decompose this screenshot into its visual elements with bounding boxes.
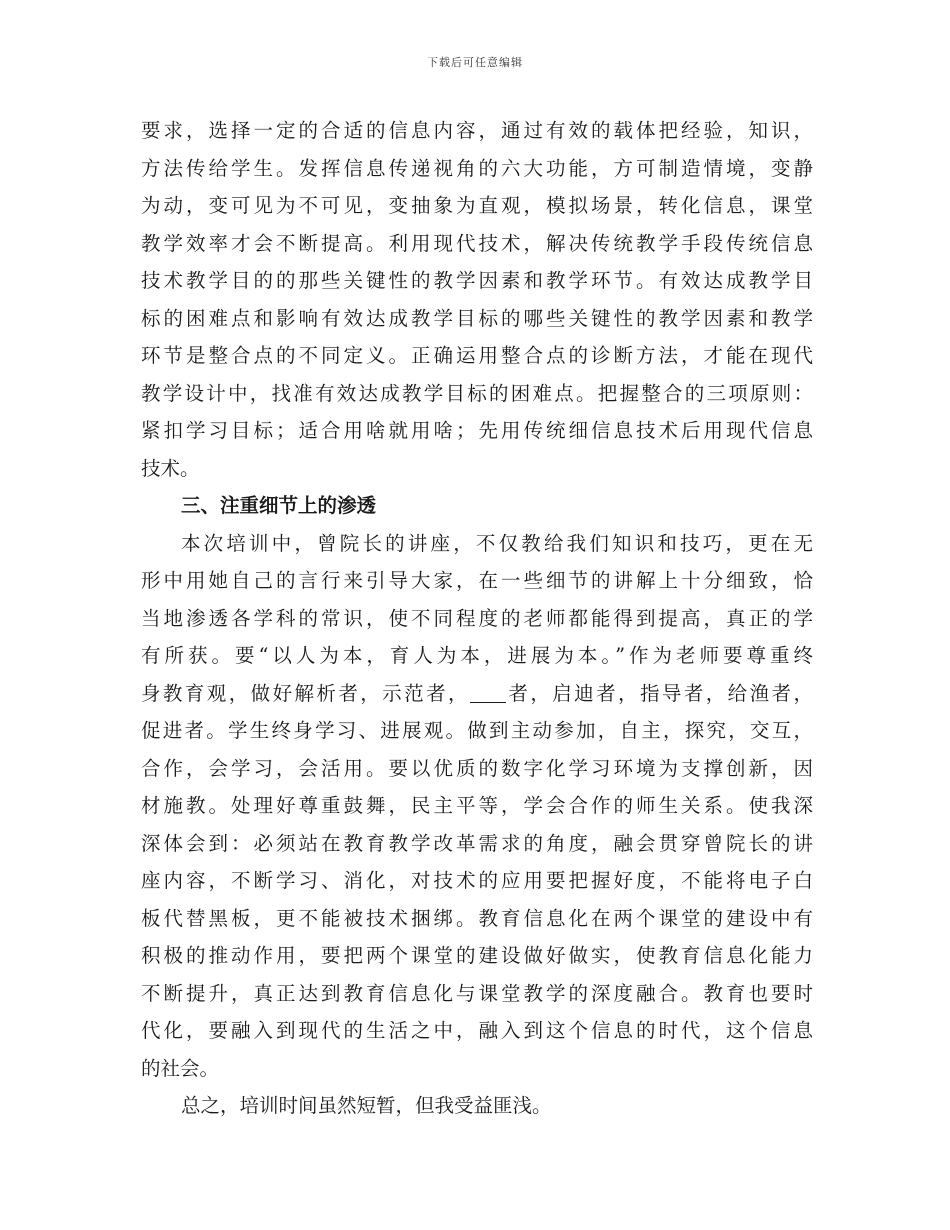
text-segment: 身教育观，做好解析者，示范者，: [141, 681, 470, 705]
conclusion-paragraph: 总之，培训时间虽然短暂，但我受益匪浅。: [181, 1094, 552, 1117]
text-line: 技术教学目的的那些关键性的教学因素和教学环节。有效达成教学目: [141, 269, 813, 292]
text-line: 积极的推动作用，要把两个课堂的建设做好做实，使教育信息化能力: [141, 944, 813, 967]
text-line: 标的困难点和影响有效达成教学目标的哪些关键性的教学因素和教学: [141, 306, 813, 330]
text-line: 合作，会学习，会活用。要以优质的数字化学习环境为支撑创新，因: [141, 756, 813, 780]
text-line: 材施教。处理好尊重鼓舞，民主平等，学会合作的师生关系。使我深: [141, 794, 813, 817]
document-body: [141, 112, 813, 1125]
text-line: 为动，变可见为不可见，变抽象为直观，模拟场景，转化信息，课堂: [141, 194, 813, 217]
text-line: 代化，要融入到现代的生活之中，融入到这个信息的时代，这个信息: [141, 1019, 813, 1042]
page-header-note: 下载后可任意编辑: [427, 56, 523, 69]
text-line: 不断提升，真正达到教育信息化与课堂教学的深度融合。教育也要时: [141, 981, 813, 1005]
paragraph-detail-infiltration: [141, 525, 813, 1088]
text-segment: 者，启迪者，指导者，给渔者，: [505, 681, 813, 705]
paragraph-integration-principles: [141, 112, 813, 487]
text-line: 座内容，不断学习、消化，对技术的应用要把握好度，不能将电子白: [141, 869, 813, 892]
text-line: 当地渗透各学科的常识，使不同程度的老师都能得到提高，真正的学: [141, 606, 813, 630]
text-line: 环节是整合点的不同定义。正确运用整合点的诊断方法，才能在现代: [141, 344, 813, 367]
text-line: 深体会到：必须站在教育教学改革需求的角度，融会贯穿曾院长的讲: [141, 831, 813, 855]
section-heading: 三、注重细节上的渗透: [181, 494, 377, 517]
text-line: 技术。: [141, 456, 200, 480]
text-line: 教学效率才会不断提高。利用现代技术，解决传统教学手段传统信息: [141, 231, 813, 255]
text-line: 方法传给学生。发挥信息传递视角的六大功能，方可制造情境，变静: [141, 156, 813, 180]
text-line: 形中用她自己的言行来引导大家，在一些细节的讲解上十分细致，恰: [141, 569, 813, 592]
text-line: 本次培训中，曾院长的讲座，不仅教给我们知识和技巧，更在无: [181, 531, 813, 555]
text-line-with-blank: [141, 675, 813, 713]
fill-in-blank: [470, 678, 506, 703]
text-line: 教学设计中，找准有效达成教学目标的困难点。把握整合的三项原则：: [141, 381, 813, 405]
text-line: 的社会。: [141, 1056, 220, 1080]
text-line: 紧扣学习目标；适合用啥就用啥；先用传统细信息技术后用现代信息: [141, 419, 813, 442]
text-line: 促进者。学生终身学习、进展观。做到主动参加，自主，探究，交互，: [141, 719, 813, 742]
text-line: 板代替黑板，更不能被技术捆绑。教育信息化在两个课堂的建设中有: [141, 906, 813, 930]
text-line: 有所获。要“以人为本，育人为本，进展为本。”作为老师要尊重终: [141, 644, 813, 667]
text-line: 要求，选择一定的合适的信息内容，通过有效的载体把经验，知识，: [141, 119, 813, 142]
